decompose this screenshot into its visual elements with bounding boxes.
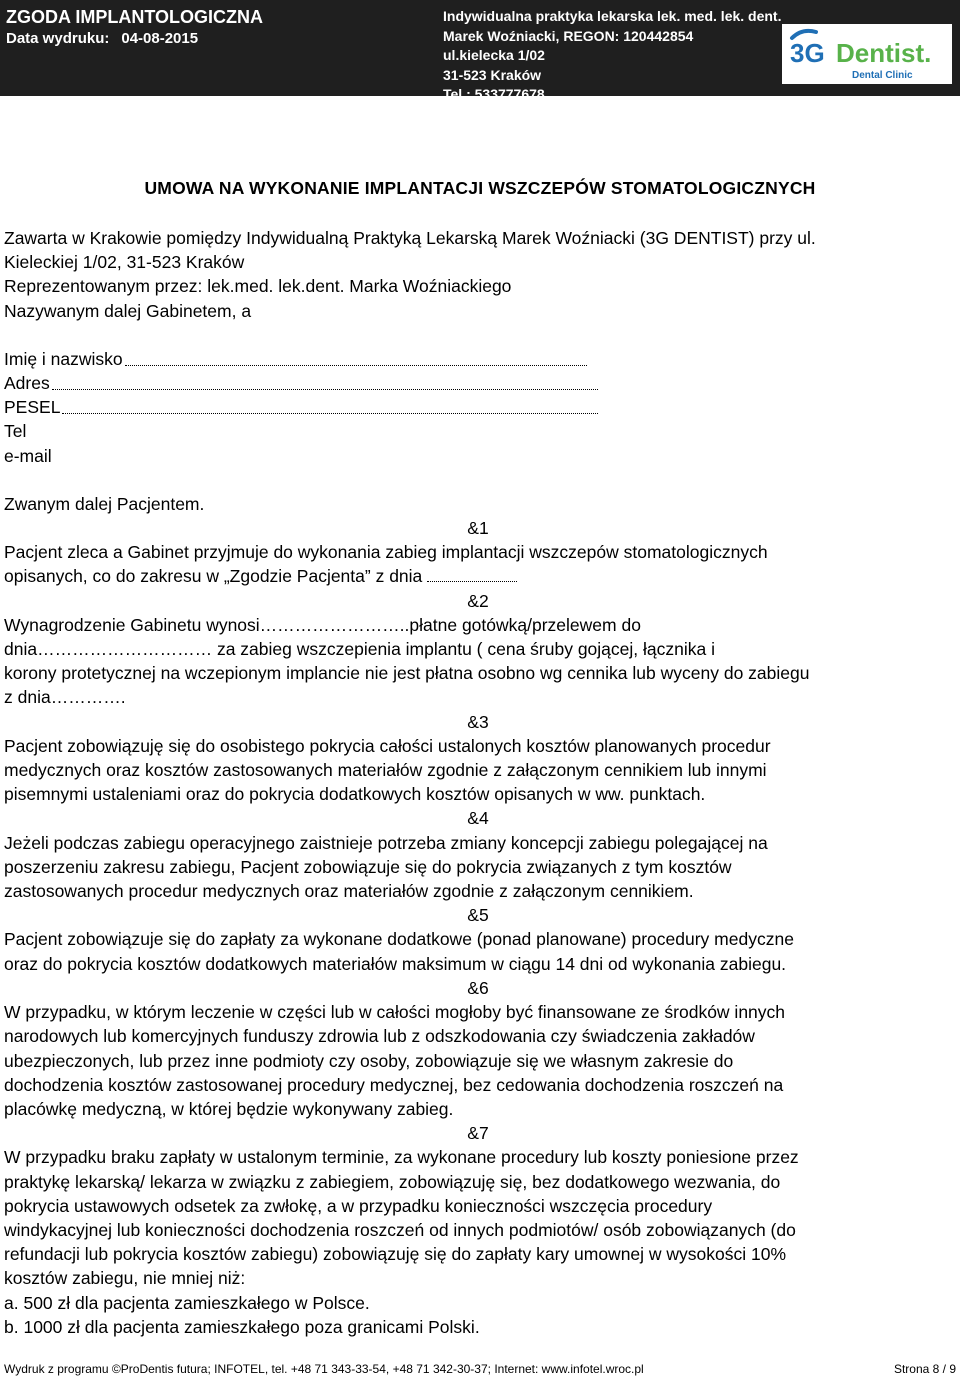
address-field-label: Adres bbox=[4, 373, 50, 394]
practice-line: Indywidualna praktyka lekarska lek. med. lek. dent. bbox=[443, 8, 782, 24]
section-7-text: windykacyjnej lub konieczności dochodzenia roszczeń od innych podmiotów/ osób zobowiązanych (do bbox=[4, 1219, 796, 1240]
pesel-field[interactable] bbox=[4, 395, 952, 419]
section-4-text: Jeżeli podczas zabiegu operacyjnego zaistnieje potrzeba zmiany koncepcji zabiegu polegającej na bbox=[4, 832, 768, 853]
section-1-text bbox=[4, 564, 952, 588]
section-4-text: zastosowanych procedur medycznych oraz materiałów zgodnie z załączonym cennikiem. bbox=[4, 881, 694, 902]
patient-line: Zwanym dalej Pacjentem. bbox=[4, 493, 205, 514]
email-field-label: e-mail bbox=[4, 445, 52, 466]
print-date-value: 04-08-2015 bbox=[121, 30, 199, 47]
section-6-text: W przypadku, w którym leczenie w części lub w całości mogłoby być finansowane ze środków innych bbox=[4, 1002, 786, 1023]
section-2-text: dnia………………………… za zabieg wszczepienia implantu ( cena śruby gojącej, łącznika i bbox=[4, 639, 715, 660]
intro-line: Zawarta w Krakowie pomiędzy Indywidualną Praktyką Lekarską Marek Woźniacki (3G DENTIST) przy ul. bbox=[4, 228, 816, 248]
address-field[interactable] bbox=[4, 371, 952, 395]
section-7-text: pokrycia ustawowych odsetek za zwłokę, a w przypadku konieczności wszczęcia procedury bbox=[4, 1195, 713, 1216]
name-field-label: Imię i nazwisko bbox=[4, 348, 123, 369]
header-bar bbox=[0, 0, 960, 102]
section-6-text: dochodzenia kosztów zastosowanej procedury medycznej, bez cedowania dochodzenia roszczeń na bbox=[4, 1074, 784, 1095]
practice-line: 31-523 Kraków bbox=[443, 66, 542, 83]
logo-dentist: Dentist. bbox=[836, 38, 932, 68]
logo-3g: 3G bbox=[790, 38, 825, 68]
section-7-text: b. 1000 zł dla pacjenta zamieszkałego poza granicami Polski. bbox=[4, 1316, 480, 1337]
pesel-field-blank[interactable] bbox=[62, 399, 598, 414]
document-title: UMOWA NA WYKONANIE IMPLANTACJI WSZCZEPÓW STOMATOLOGICZNYCH bbox=[144, 178, 816, 198]
pesel-field-label: PESEL bbox=[4, 397, 61, 418]
clinic-logo-icon bbox=[782, 24, 952, 84]
section-2-text: z dnia…………. bbox=[4, 687, 126, 708]
section-5-text: Pacjent zobowiązuje się do zapłaty za wykonane dodatkowe (ponad planowane) procedury medyczne bbox=[4, 929, 794, 950]
section-1-text: Pacjent zleca a Gabinet przyjmuje do wykonania zabieg implantacji wszczepów stomatologicznych bbox=[4, 542, 768, 563]
intro-line: Nazywanym dalej Gabinetem, a bbox=[4, 300, 252, 321]
section-4-text: poszerzeniu zakresu zabiegu, Pacjent zobowiązuje się do pokrycia związanych z tym kosztów bbox=[4, 856, 732, 877]
practice-line: ul.kielecka 1/02 bbox=[443, 47, 545, 63]
clinic-logo bbox=[782, 24, 952, 84]
contract-body bbox=[4, 226, 952, 1339]
intro-line: Kieleckiej 1/02, 31-523 Kraków bbox=[4, 252, 245, 273]
section-1-date-blank[interactable] bbox=[427, 567, 517, 582]
print-date bbox=[6, 30, 210, 47]
name-field[interactable] bbox=[4, 347, 952, 371]
section-6-text: placówkę medyczną, w której będzie wykonywany zabieg. bbox=[4, 1098, 454, 1119]
section-7-heading: &7 bbox=[467, 1123, 489, 1144]
name-field-blank[interactable] bbox=[125, 351, 587, 366]
spacer bbox=[4, 468, 952, 492]
tel-field[interactable] bbox=[4, 419, 952, 443]
practice-line: Marek Woźniacki, REGON: 120442854 bbox=[443, 27, 694, 44]
section-7-text: a. 500 zł dla pacjenta zamieszkałego w Polsce. bbox=[4, 1292, 370, 1313]
footer-text: Wydruk z programu ©ProDentis futura; INFOTEL, tel. +48 71 343-33-54, +48 71 342-30-37; Internet: www.infotel.wroc.pl bbox=[4, 1362, 644, 1376]
practice-info bbox=[443, 7, 781, 105]
section-7-text: praktykę lekarską/ lekarza w związku z zabiegiem, zobowiązuję się, bez dodatkowego wezwania, do bbox=[4, 1171, 781, 1192]
section-6-text: narodowych lub komercyjnych funduszy zdrowia lub z odszkodowania czy świadczenia zakładów bbox=[4, 1026, 755, 1047]
section-7-text: W przypadku braku zapłaty w ustalonym terminie, za wykonane procedury lub koszty poniesione przez bbox=[4, 1147, 799, 1168]
tel-field-label: Tel bbox=[4, 421, 27, 442]
email-field[interactable] bbox=[4, 444, 952, 468]
logo-tagline: Dental Clinic bbox=[852, 70, 913, 81]
section-2-heading: &2 bbox=[467, 590, 489, 611]
page-footer bbox=[4, 1362, 956, 1376]
section-3-text: pisemnymi ustaleniami oraz do pokrycia dodatkowych kosztów opisanych w ww. punktach. bbox=[4, 784, 706, 805]
section-6-heading: &6 bbox=[467, 977, 489, 998]
section-5-heading: &5 bbox=[467, 905, 489, 926]
section-1-date-label: opisanych, co do zakresu w „Zgodzie Pacjenta” z dnia bbox=[4, 566, 423, 587]
section-5-text: oraz do pokrycia kosztów dodatkowych materiałów maksimum w ciągu 14 dni od wykonania zabiegu. bbox=[4, 953, 787, 974]
section-3-text: medycznych oraz kosztów zastosowanych materiałów zgodnie z załączonym cennikiem lub innymi bbox=[4, 760, 767, 781]
section-3-heading: &3 bbox=[467, 711, 489, 732]
section-1-heading: &1 bbox=[467, 518, 489, 539]
print-date-label: Data wydruku: bbox=[6, 30, 110, 47]
section-4-heading: &4 bbox=[467, 808, 489, 829]
practice-line: Tel.: 533777678 bbox=[443, 86, 545, 102]
section-7-text: kosztów zabiegu, nie mniej niż: bbox=[4, 1268, 246, 1289]
section-7-text: refundacji lub pokrycia kosztów zabiegu) zobowiązuję się do zapłaty kary umownej w wysokości 10% bbox=[4, 1244, 787, 1265]
header-title: ZGODA IMPLANTOLOGICZNA bbox=[6, 7, 263, 27]
section-3-text: Pacjent zobowiązuję się do osobistego pokrycia całości ustalonych kosztów planowanych procedur bbox=[4, 735, 771, 756]
section-2-text: korony protetycznej na wczepionym implancie nie jest płatna osobno wg cennika lub wyceny do zabiegu bbox=[4, 663, 810, 684]
page-number: Strona 8 / 9 bbox=[893, 1362, 956, 1376]
address-field-blank[interactable] bbox=[52, 375, 598, 390]
intro-line: Reprezentowanym przez: lek.med. lek.dent. Marka Woźniackiego bbox=[4, 276, 512, 297]
section-6-text: ubezpieczonych, lub przez inne podmioty czy osoby, zobowiązuje się we własnym zakresie do bbox=[4, 1050, 734, 1071]
spacer bbox=[4, 323, 952, 347]
section-2-text: Wynagrodzenie Gabinetu wynosi……………………..płatne gotówką/przelewem do bbox=[4, 614, 641, 635]
